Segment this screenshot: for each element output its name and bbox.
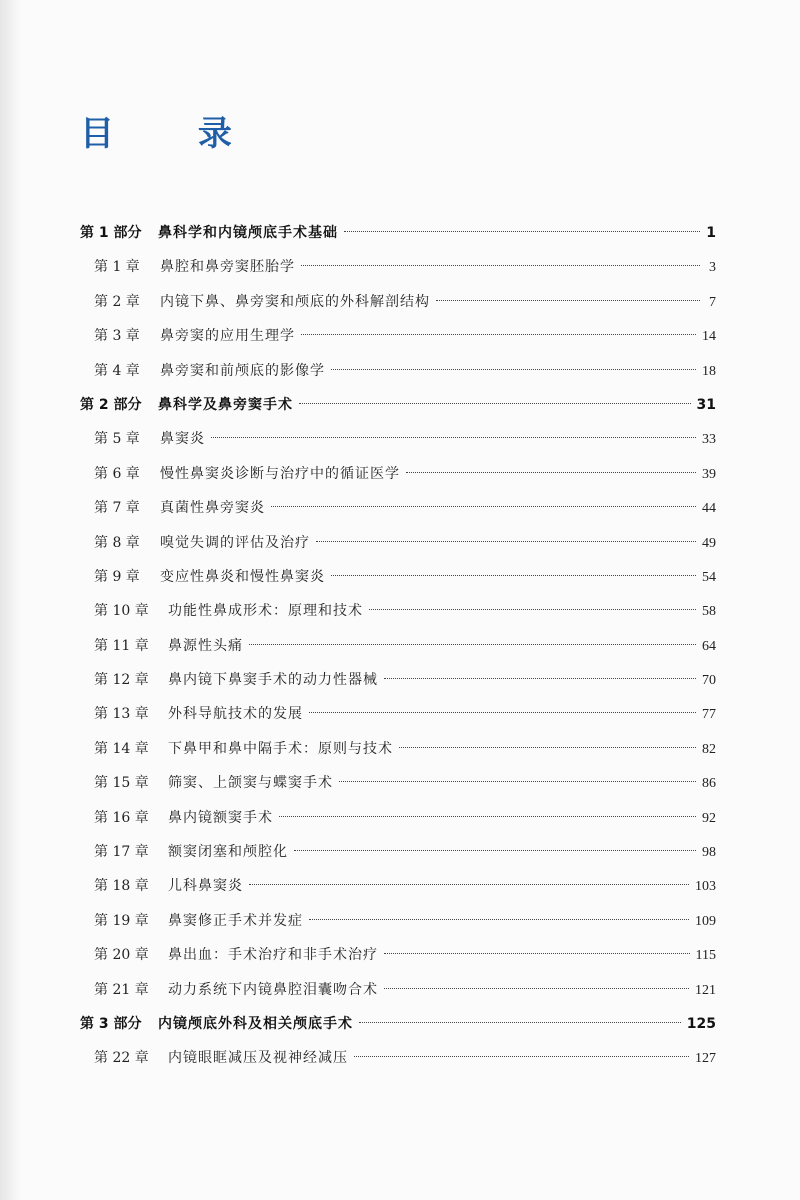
toc-chapter-entry	[80, 869, 716, 903]
toc-chapter-entry	[80, 663, 716, 697]
dot-leader	[249, 884, 689, 885]
page-number: 18	[702, 363, 716, 379]
chapter-number: 第 10 章	[94, 603, 149, 620]
chapter-title: 鼻腔和鼻旁窦胚胎学	[160, 259, 295, 276]
page-number: 54	[702, 569, 716, 585]
dot-leader	[301, 265, 700, 266]
chapter-title: 鼻内镜额窦手术	[168, 809, 273, 826]
toc-chapter-entry	[80, 354, 716, 388]
dot-leader	[301, 334, 696, 335]
page-number: 31	[696, 396, 716, 413]
chapter-number: 第 9 章	[94, 568, 140, 585]
dot-leader	[249, 644, 696, 645]
page-number: 33	[702, 432, 716, 448]
chapter-number: 第 6 章	[94, 465, 140, 482]
dot-leader	[436, 300, 700, 301]
dot-leader	[344, 231, 700, 232]
chapter-number: 第 17 章	[94, 844, 149, 861]
dot-leader	[211, 437, 696, 438]
page-number: 115	[695, 948, 716, 964]
dot-leader	[279, 816, 696, 817]
part-number: 第 1 部分	[80, 225, 142, 241]
chapter-title: 儿科鼻窦炎	[168, 878, 243, 895]
dot-leader	[294, 850, 696, 851]
page-number: 77	[702, 707, 716, 723]
chapter-number: 第 8 章	[94, 534, 140, 551]
chapter-title: 鼻出血：手术治疗和非手术治疗	[168, 947, 378, 964]
toc-chapter-entry	[80, 697, 716, 731]
page-number: 44	[702, 501, 716, 517]
chapter-number: 第 19 章	[94, 912, 149, 929]
page-number: 103	[695, 879, 716, 895]
chapter-title: 变应性鼻炎和慢性鼻窦炎	[160, 568, 325, 585]
toc-chapter-entry	[80, 560, 716, 594]
page-edge-shadow	[0, 0, 22, 1200]
dot-leader	[339, 781, 696, 782]
dot-leader	[359, 1022, 681, 1023]
part-number: 第 2 部分	[80, 396, 142, 413]
toc-chapter-entry	[80, 491, 716, 525]
chapter-number: 第 16 章	[94, 809, 149, 826]
toc-chapter-entry	[80, 422, 716, 456]
dot-leader	[271, 506, 696, 507]
toc-part-entry	[80, 388, 716, 422]
page-number: 49	[702, 535, 716, 551]
part-title: 鼻科学和内镜颅底手术基础	[158, 225, 338, 241]
chapter-title: 真菌性鼻旁窦炎	[160, 500, 265, 517]
chapter-title: 筛窦、上颌窦与蝶窦手术	[168, 775, 333, 792]
chapter-number: 第 15 章	[94, 775, 149, 792]
page-number: 7	[709, 294, 716, 310]
dot-leader	[369, 609, 696, 610]
page-number: 82	[702, 741, 716, 757]
dot-leader	[354, 1056, 689, 1057]
dot-leader	[316, 541, 696, 542]
dot-leader	[384, 988, 689, 989]
toc-chapter-entry	[80, 766, 716, 800]
chapter-number: 第 13 章	[94, 706, 149, 723]
chapter-title: 嗅觉失调的评估及治疗	[160, 534, 310, 551]
chapter-number: 第 21 章	[94, 981, 149, 998]
dot-leader	[309, 919, 689, 920]
page-number: 121	[695, 982, 716, 998]
dot-leader	[299, 403, 691, 404]
chapter-title: 外科导航技术的发展	[168, 706, 303, 723]
page-number: 70	[702, 673, 716, 689]
dot-leader	[399, 747, 696, 748]
chapter-title: 内镜下鼻、鼻旁窦和颅底的外科解剖结构	[160, 293, 430, 310]
toc-chapter-entry	[80, 904, 716, 938]
page-number: 127	[695, 1051, 716, 1067]
part-number: 第 3 部分	[80, 1015, 142, 1032]
toc-part-entry	[80, 1007, 716, 1041]
chapter-number: 第 18 章	[94, 878, 149, 895]
chapter-title: 鼻窦修正手术并发症	[168, 912, 303, 929]
page-number: 3	[709, 260, 716, 276]
dot-leader	[406, 472, 696, 473]
part-title: 内镜颅底外科及相关颅底手术	[158, 1015, 353, 1032]
page-number: 14	[702, 329, 716, 345]
page-number: 64	[702, 638, 716, 654]
toc-chapter-entry	[80, 594, 716, 628]
page-number: 109	[695, 913, 716, 929]
dot-leader	[384, 953, 690, 954]
toc-chapter-entry	[80, 250, 716, 284]
dot-leader	[309, 712, 696, 713]
chapter-number: 第 22 章	[94, 1050, 149, 1067]
chapter-number: 第 7 章	[94, 500, 140, 517]
chapter-number: 第 20 章	[94, 947, 149, 964]
page-number: 86	[702, 776, 716, 792]
chapter-title: 鼻窦炎	[160, 431, 205, 448]
chapter-number: 第 3 章	[94, 328, 140, 345]
chapter-number: 第 14 章	[94, 740, 149, 757]
chapter-number: 第 4 章	[94, 362, 140, 379]
toc-chapter-entry	[80, 1041, 716, 1075]
page-number: 92	[702, 810, 716, 826]
toc-chapter-entry	[80, 285, 716, 319]
chapter-title: 慢性鼻窦炎诊断与治疗中的循证医学	[160, 465, 400, 482]
toc-chapter-entry	[80, 732, 716, 766]
chapter-number: 第 2 章	[94, 293, 140, 310]
toc-chapter-entry	[80, 319, 716, 353]
page-title: 目 录	[80, 114, 268, 154]
toc-chapter-entry	[80, 973, 716, 1007]
chapter-title: 下鼻甲和鼻中隔手术：原则与技术	[168, 740, 393, 757]
toc-chapter-entry	[80, 526, 716, 560]
chapter-number: 第 12 章	[94, 672, 149, 689]
chapter-title: 功能性鼻成形术：原理和技术	[168, 603, 363, 620]
dot-leader	[331, 575, 696, 576]
toc-chapter-entry	[80, 629, 716, 663]
chapter-title: 鼻旁窦的应用生理学	[160, 328, 295, 345]
toc-part-entry	[80, 216, 716, 250]
chapter-number: 第 1 章	[94, 259, 140, 276]
chapter-title: 鼻内镜下鼻窦手术的动力性器械	[168, 672, 378, 689]
chapter-title: 动力系统下内镜鼻腔泪囊吻合术	[168, 981, 378, 998]
chapter-title: 内镜眼眶减压及视神经减压	[168, 1050, 348, 1067]
page-number: 39	[702, 466, 716, 482]
chapter-number: 第 11 章	[94, 637, 149, 654]
page-number: 1	[706, 225, 716, 241]
chapter-title: 鼻旁窦和前颅底的影像学	[160, 362, 325, 379]
chapter-number: 第 5 章	[94, 431, 140, 448]
dot-leader	[384, 678, 696, 679]
dot-leader	[331, 369, 696, 370]
page-number: 58	[702, 604, 716, 620]
chapter-title: 额窦闭塞和颅腔化	[168, 844, 288, 861]
page-number: 98	[702, 845, 716, 861]
toc-chapter-entry	[80, 938, 716, 972]
page-number: 125	[686, 1015, 716, 1032]
table-of-contents	[80, 216, 716, 1076]
toc-chapter-entry	[80, 457, 716, 491]
part-title: 鼻科学及鼻旁窦手术	[158, 396, 293, 413]
toc-chapter-entry	[80, 801, 716, 835]
chapter-title: 鼻源性头痛	[168, 637, 243, 654]
toc-chapter-entry	[80, 835, 716, 869]
